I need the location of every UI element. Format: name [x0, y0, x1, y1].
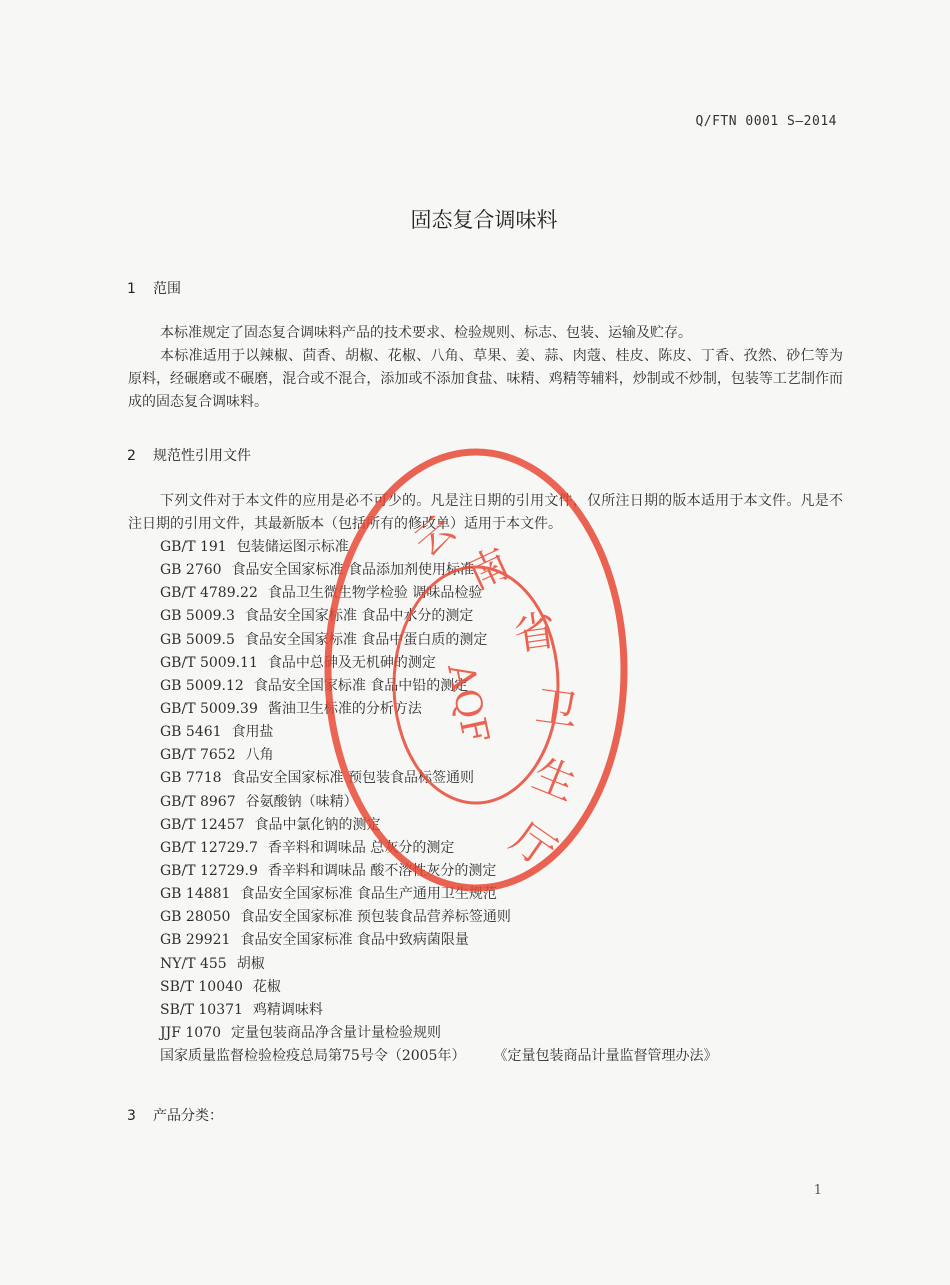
- reference-code: GB/T 12457: [160, 816, 245, 833]
- reference-item: [160, 629, 717, 652]
- reference-item: [160, 791, 717, 814]
- reference-code: GB/T 12729.9: [160, 862, 258, 879]
- reference-item: [160, 675, 717, 698]
- page-number: 1: [813, 1183, 822, 1198]
- reference-item: [160, 559, 717, 582]
- section-title: 范围: [153, 281, 181, 297]
- reference-code: GB 28050: [160, 909, 231, 926]
- reference-code: GB/T 7652: [160, 747, 236, 764]
- reference-title: 食品安全国家标准 食品中铅的测定: [253, 677, 469, 694]
- reference-item: [160, 1022, 717, 1045]
- section-number: 1: [127, 281, 136, 297]
- reference-item: [160, 582, 717, 605]
- reference-item: [160, 698, 717, 721]
- reference-item: [160, 1045, 717, 1068]
- section-heading-normative-references: [127, 445, 251, 465]
- reference-list: [160, 536, 717, 1068]
- seal-char: 卫: [532, 681, 582, 736]
- reference-code: GB 5009.3: [160, 608, 235, 625]
- reference-title: 食品卫生微生物学检验 调味品检验: [267, 585, 483, 602]
- reference-code: JJF 1070: [160, 1024, 222, 1041]
- document-code: Q/FTN 0001 S—2014: [695, 114, 837, 129]
- reference-code: SB/T 10040: [160, 978, 243, 995]
- seal-char: 生: [526, 748, 584, 811]
- reference-item: [160, 906, 717, 929]
- reference-item: [160, 536, 717, 559]
- reference-item: [160, 929, 717, 952]
- reference-code: 国家质量监督检验检疫总局第75号令（2005年）: [160, 1048, 466, 1065]
- reference-code: GB/T 8967: [160, 793, 236, 810]
- reference-code: GB 5009.12: [160, 677, 244, 694]
- reference-title: 花椒: [252, 978, 281, 995]
- reference-title: 食品中总砷及无机砷的测定: [267, 654, 436, 671]
- reference-title: 八角: [245, 747, 274, 764]
- seal-char: 省: [510, 605, 559, 660]
- reference-code: GB/T 4789.22: [160, 585, 258, 602]
- seal-char: 厅: [502, 813, 565, 878]
- section-scope-body: [128, 322, 843, 414]
- reference-item: [160, 837, 717, 860]
- reference-title: 鸡精调味料: [252, 1001, 323, 1018]
- reference-title: 食用盐: [231, 724, 274, 741]
- reference-item: [160, 999, 717, 1022]
- reference-title: 酱油卫生标准的分析方法: [267, 700, 422, 717]
- reference-title: 食品安全国家标准 食品生产通用卫生规范: [240, 886, 497, 903]
- reference-title: 食品安全国家标准 食品中蛋白质的测定: [244, 631, 488, 648]
- reference-item: [160, 721, 717, 744]
- section-heading-product-classification: [127, 1105, 223, 1125]
- reference-code: GB 7718: [160, 770, 222, 787]
- section-number: 2: [127, 448, 136, 464]
- reference-code: GB 5009.5: [160, 631, 235, 648]
- section-heading-scope: [127, 278, 181, 298]
- reference-code: GB 14881: [160, 886, 231, 903]
- reference-code: GB 2760: [160, 562, 222, 579]
- reference-item: [160, 860, 717, 883]
- paragraph: 本标准规定了固态复合调味料产品的技术要求、检验规则、标志、包装、运输及贮存。: [160, 325, 692, 341]
- reference-title: 食品安全国家标准 预包装食品标签通则: [231, 770, 475, 787]
- reference-title: 食品中氯化钠的测定: [254, 816, 381, 833]
- reference-code: NY/T 455: [160, 955, 227, 972]
- reference-code: GB/T 12729.7: [160, 839, 258, 856]
- reference-title: 食品安全国家标准 食品中水分的测定: [244, 608, 474, 625]
- reference-item: [160, 814, 717, 837]
- reference-title: 香辛料和调味品 总灰分的测定: [267, 839, 455, 856]
- seal-inner-text: AQF: [439, 659, 497, 747]
- seal-char: 南: [460, 540, 517, 600]
- reference-item: [160, 767, 717, 790]
- reference-title: 食品安全国家标准 食品中致病菌限量: [240, 932, 469, 949]
- reference-item: [160, 976, 717, 999]
- reference-code: GB/T 5009.11: [160, 654, 258, 671]
- reference-title: 香辛料和调味品 酸不溶性灰分的测定: [267, 862, 497, 879]
- section-references-intro: [128, 490, 843, 536]
- section-title: 规范性引用文件: [153, 448, 251, 464]
- reference-item: [160, 652, 717, 675]
- reference-code: GB/T 5009.39: [160, 700, 258, 717]
- reference-code: GB 5461: [160, 724, 222, 741]
- reference-item: [160, 953, 717, 976]
- reference-item: [160, 605, 717, 628]
- reference-code: GB 29921: [160, 932, 231, 949]
- reference-title: 定量包装商品净含量计量检验规则: [231, 1024, 442, 1041]
- reference-item: [160, 744, 717, 767]
- reference-title: 食品安全国家标准 食品添加剂使用标准: [231, 562, 475, 579]
- reference-title: 《定量包装商品计量监督管理办法》: [493, 1048, 718, 1065]
- document-title: 固态复合调味料: [410, 208, 558, 232]
- reference-title: 胡椒: [236, 955, 265, 972]
- reference-code: SB/T 10371: [160, 1001, 243, 1018]
- reference-title: 谷氨酸钠（味精）: [245, 793, 358, 810]
- paragraph: 本标准适用于以辣椒、茴香、胡椒、花椒、八角、草果、姜、蒜、肉蔻、桂皮、陈皮、丁香、孜然、砂仁等为原料，经碾磨或不碾磨，混合或不混合，添加或不添加食盐、味精、鸡精等辅料，炒制或不炒制，包装等工艺制作而成的固态复合调味料。: [128, 348, 843, 410]
- reference-code: GB/T 191: [160, 539, 227, 555]
- paragraph: 下列文件对于本文件的应用是必不可少的。凡是注日期的引用文件，仅所注日期的版本适用于本文件。凡是不注日期的引用文件，其最新版本（包括所有的修改单）适用于本文件。: [128, 493, 843, 532]
- section-title: 产品分类：: [153, 1108, 223, 1124]
- seal-char: 云: [405, 506, 463, 565]
- reference-title: 包装储运图示标准: [236, 539, 349, 555]
- reference-item: [160, 883, 717, 906]
- section-number: 3: [127, 1108, 136, 1124]
- reference-title: 食品安全国家标准 预包装食品营养标签通则: [240, 909, 511, 926]
